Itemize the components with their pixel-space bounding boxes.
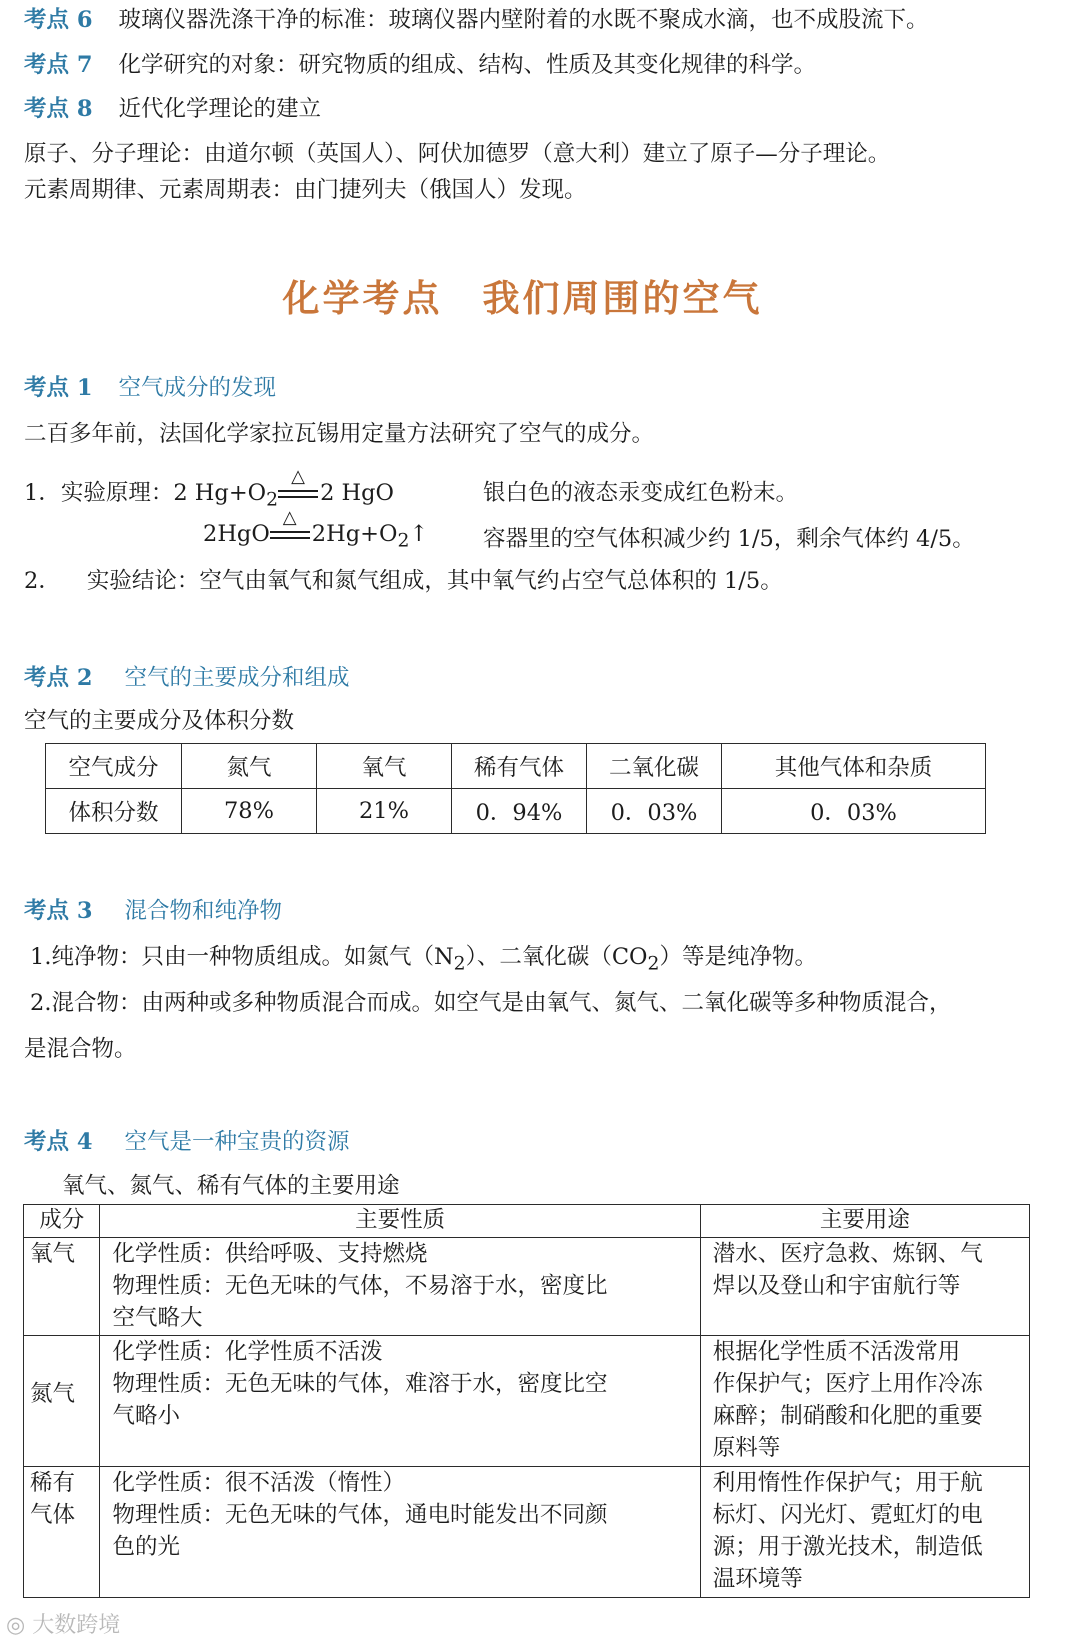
properties-cell — [100, 1467, 700, 1598]
heat-symbol: △ — [282, 507, 297, 528]
pure-text-a: 1.纯净物：只由一种物质组成。如氮气（N — [30, 944, 454, 970]
section-title — [0, 268, 1045, 322]
use-line: 潜水、医疗急救、炼钢、气 — [712, 1241, 983, 1267]
use-line: 作保护气；医疗上用作冷冻 — [712, 1371, 983, 1397]
table-header-row — [24, 1205, 1030, 1238]
table-header-cell: 成分 — [24, 1205, 100, 1238]
kp8-line — [24, 95, 321, 123]
table-header-cell: 主要性质 — [100, 1205, 700, 1238]
eq2-sub: 2 — [397, 530, 410, 552]
properties-cell — [100, 1238, 700, 1336]
eq1-sub: 2 — [266, 489, 279, 511]
kp8-text: 近代化学理论的建立 — [118, 96, 322, 122]
kp6-label: 考点 6 — [24, 7, 93, 33]
kp1-title: 空气成分的发现 — [118, 375, 277, 401]
kp4-title: 空气是一种宝贵的资源 — [124, 1129, 350, 1155]
property-line: 物理性质：无色无味的气体，难溶于水，密度比空 — [112, 1371, 608, 1397]
eq1-note: 银白色的液态汞变成红色粉末。 — [483, 480, 799, 506]
heat-arrow-icon — [270, 507, 312, 548]
kp3-heading — [24, 897, 282, 925]
uses-cell — [700, 1336, 1029, 1467]
kp3-title: 混合物和纯净物 — [124, 898, 283, 924]
heat-arrow-icon — [278, 466, 320, 507]
table-header-cell: 空气成分 — [46, 744, 182, 789]
watermark-logo-icon: ◎ — [6, 1613, 26, 1638]
kp1-label: 考点 1 — [24, 375, 93, 401]
watermark — [6, 1608, 120, 1639]
table-header-cell: 其他气体和杂质 — [722, 744, 986, 789]
table-row — [24, 1467, 1030, 1598]
gas-up-arrow: ↑ — [409, 521, 429, 547]
kp6-text: 玻璃仪器洗涤干净的标准：玻璃仪器内壁附着的水既不聚成水滴，也不成股流下。 — [118, 7, 929, 33]
eq1-reactants: 2 Hg+O — [173, 480, 267, 506]
conclusion-text: 实验结论：空气由氧气和氮气组成，其中氧气约占空气总体积的 1/5。 — [86, 568, 783, 594]
kp1-heading — [24, 374, 276, 402]
uses-cell — [700, 1467, 1029, 1598]
section-title-right: 我们周围的空气 — [482, 277, 763, 320]
kp7-text: 化学研究的对象：研究物质的组成、结构、性质及其变化规律的科学。 — [118, 52, 817, 78]
gas-uses-table — [23, 1204, 1030, 1598]
table-cell: 体积分数 — [46, 789, 182, 834]
table-cell: 21% — [317, 789, 452, 834]
kp1-conclusion — [24, 567, 783, 595]
mixture-line: 2.混合物：由两种或多种物质混合而成。如空气是由氧气、氮气、二氧化碳等多种物质混合， — [30, 990, 952, 1016]
use-line: 原料等 — [712, 1435, 781, 1461]
eq2-reactant: 2HgO — [203, 521, 270, 547]
kp7-label: 考点 7 — [24, 52, 93, 78]
table-header-cell: 氧气 — [317, 744, 452, 789]
property-line: 物理性质：无色无味的气体，通电时能发出不同颜 — [112, 1502, 608, 1528]
use-line: 源；用于激光技术，制造低 — [712, 1534, 983, 1560]
air-composition-table — [45, 743, 986, 834]
use-line: 焊以及登山和宇宙航行等 — [712, 1273, 961, 1299]
property-line: 化学性质：化学性质不活泼 — [112, 1339, 383, 1365]
kp2-title: 空气的主要成分和组成 — [124, 665, 350, 691]
table-row — [24, 1336, 1030, 1467]
property-line: 化学性质：供给呼吸、支持燃烧 — [112, 1241, 428, 1267]
use-line: 利用惰性作保护气；用于航 — [712, 1470, 983, 1496]
kp8-label: 考点 8 — [24, 96, 93, 122]
kp2-label: 考点 2 — [24, 665, 93, 691]
table-cell: 0．03% — [587, 789, 722, 834]
kp7-line — [24, 51, 816, 79]
use-line: 标灯、闪光灯、霓虹灯的电 — [712, 1502, 983, 1528]
n2-sub: 2 — [453, 953, 466, 975]
periodic-law-line: 元素周期律、元素周期表：由门捷列夫（俄国人）发现。 — [24, 177, 587, 203]
table-row — [46, 789, 986, 834]
gas-name-cell: 稀有 气体 — [24, 1467, 100, 1598]
kp2-caption: 空气的主要成分及体积分数 — [24, 708, 295, 734]
use-line: 根据化学性质不活泼常用 — [712, 1339, 961, 1365]
kp4-heading — [24, 1128, 350, 1156]
pure-text-b: ）、二氧化碳（CO — [465, 944, 648, 970]
heat-symbol: △ — [291, 466, 305, 487]
property-line: 物理性质：无色无味的气体，不易溶于水，密度比 — [112, 1273, 608, 1299]
equation-2 — [203, 507, 429, 552]
table-row — [24, 1238, 1030, 1336]
table-header-cell: 氮气 — [182, 744, 317, 789]
table-cell: 0．94% — [452, 789, 587, 834]
kp6-line — [24, 6, 929, 34]
uses-cell — [700, 1238, 1029, 1336]
co2-sub: 2 — [647, 953, 660, 975]
kp1-intro: 二百多年前，法国化学家拉瓦锡用定量方法研究了空气的成分。 — [24, 421, 655, 447]
eq2-products: 2Hg+O — [311, 521, 398, 547]
atomic-theory-line: 原子、分子理论：由道尔顿（英国人）、阿伏加德罗（意大利）建立了原子—分子理论。 — [24, 141, 891, 167]
eq1-product: 2 HgO — [320, 480, 395, 506]
pure-substance-line — [30, 943, 817, 976]
conclusion-number: 2． — [24, 568, 61, 594]
table-header-row — [46, 744, 986, 789]
mixture-line-2: 是混合物。 — [24, 1036, 137, 1062]
kp3-label: 考点 3 — [24, 898, 93, 924]
section-title-left: 化学考点 — [282, 277, 443, 320]
use-line: 温环境等 — [712, 1566, 803, 1592]
watermark-text: 大数跨境 — [32, 1613, 121, 1638]
properties-cell — [100, 1336, 700, 1467]
table-cell: 78% — [182, 789, 317, 834]
property-line: 化学性质：很不活泼（惰性） — [112, 1470, 405, 1496]
property-line: 气略小 — [112, 1403, 180, 1429]
use-line: 麻醉；制硝酸和化肥的重要 — [712, 1403, 983, 1429]
property-line: 色的光 — [112, 1534, 180, 1560]
property-line: 空气略大 — [112, 1305, 203, 1331]
table-cell: 0．03% — [722, 789, 986, 834]
eq2-note: 容器里的空气体积减少约 1/5，剩余气体约 4/5。 — [483, 526, 975, 552]
experiment-label: 1．实验原理： — [24, 480, 174, 506]
kp2-heading — [24, 664, 350, 692]
table-header-cell: 稀有气体 — [452, 744, 587, 789]
table-header-cell: 主要用途 — [700, 1205, 1029, 1238]
gas-name-cell: 氮气 — [24, 1336, 100, 1467]
pure-text-c: ）等是纯净物。 — [659, 944, 817, 970]
kp4-label: 考点 4 — [24, 1129, 93, 1155]
kp4-caption: 氧气、氮气、稀有气体的主要用途 — [62, 1173, 400, 1199]
table-header-cell: 二氧化碳 — [587, 744, 722, 789]
equation-1 — [24, 466, 395, 511]
gas-name-cell: 氧气 — [24, 1238, 100, 1336]
